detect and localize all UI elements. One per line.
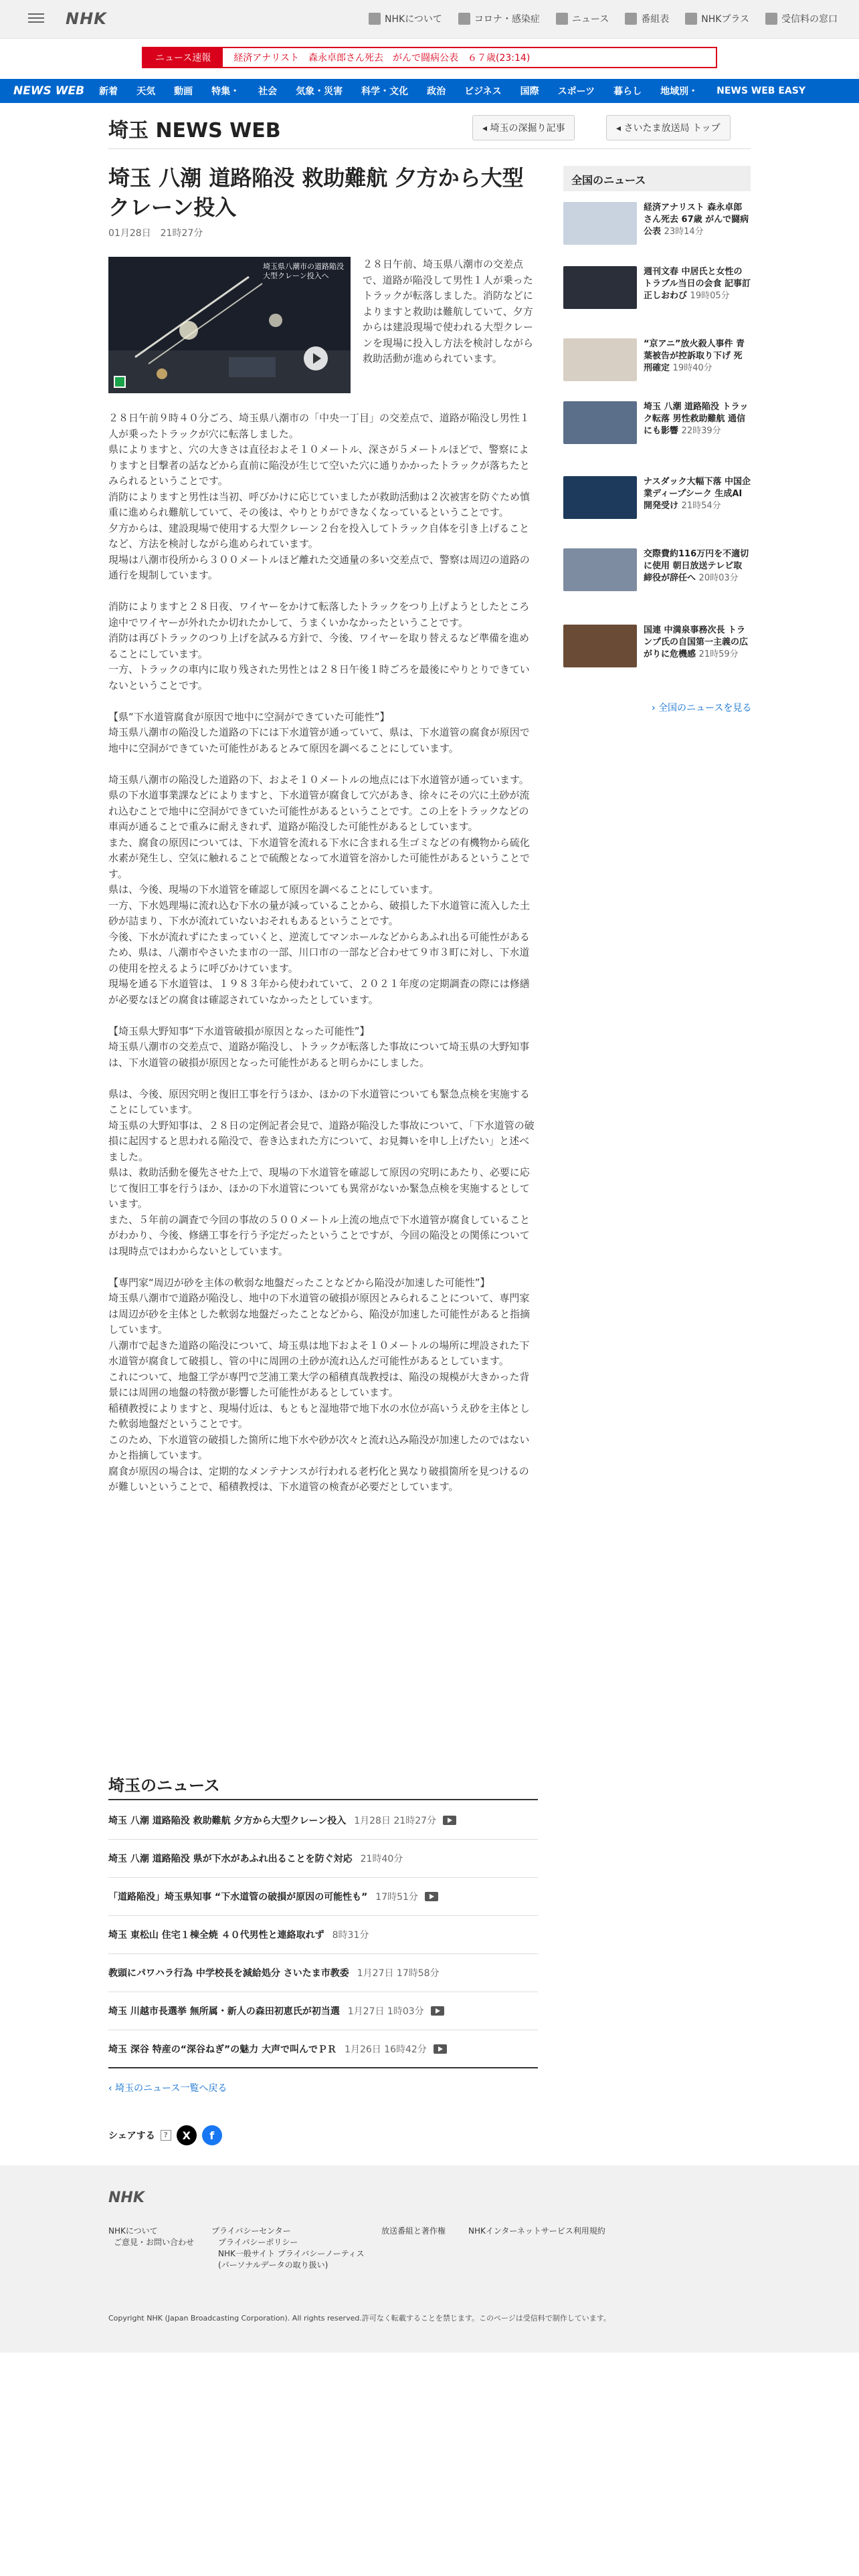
nhk-plus-icon [685, 13, 697, 25]
national-news-item[interactable] [563, 625, 751, 667]
more-label: 全国のニュースを見る [658, 703, 752, 714]
toplink-label: ニュース [571, 14, 609, 25]
local-news-time: 1月27日 17時58分 [357, 1968, 440, 1979]
footer [0, 2165, 859, 2353]
nav-item-business[interactable]: ビジネス [464, 86, 502, 97]
nav-item-region[interactable]: 地域別・ [660, 86, 698, 97]
article-paragraph: 埼玉県八潮市の陥没した道路の下、およそ１０メートルの地点には下水道管が通っています。 県の下水道事業課などによりますと、下水道管が腐食して穴があき、徐々にその穴に土砂が流れ込むことで地中に空洞ができていた可能性があるということです。この上をトラックなどの車両が通ることで重みに耐えきれず、道路が陥没した可能性があるとしています。 また、腐食の原因については、下水道管を流れる下水に含まれる生ゴミなどの有機物から硫化水素が発生し、空気に触れることで硫酸となって水道管を溶かした可能性があるということです。 県は、今後、現場の下水道管を確認して原因を調べることにしています。 一方、下水処理場に流れ込む下水の量が減っていることから、破損した下水道管に流入した土砂が詰まり、下水が流れていないおそれもあるということです。 今後、下水が流れずにたまっていくと、逆流してマンホールなどからあふれ出る可能性があるため、県は、八潮市やさいたま市の一部、川口市の一部など合わせて９市３町に対し、下水道の使用を控えるように呼びかけています。 現場を通る下水道管は、１９８３年から使われていて、２０２１年度の定期調査の際には修繕が必要なほどの腐食は確認されていなかったとしています。 [108, 773, 531, 1006]
news-time: 21時54分 [681, 500, 721, 511]
local-news-title-text: 埼玉 八潮 道路陥没 県が下水があふれ出ることを防ぐ対応 [108, 1854, 353, 1864]
local-news-item[interactable] [108, 1992, 538, 2030]
nav-item-sports[interactable]: スポーツ [557, 86, 595, 97]
local-news-item[interactable] [108, 1840, 538, 1878]
chevron-left-icon: ‹ [108, 2083, 112, 2094]
footer-col-1 [108, 2226, 194, 2248]
nav-item-science[interactable]: 科学・文化 [361, 86, 409, 97]
article-lead: ２８日午前、埼玉県八潮市の交差点で、道路が陥没して男性１人が乗ったトラックが転落しました。消防などによりますと救助は難航していて、夕方からは建設現場で使われる大型クレーンを現場に投入し方法を検討しながら救助活動が進められています。 [363, 258, 534, 364]
toplink-label: 番組表 [641, 14, 670, 25]
play-icon[interactable] [304, 346, 328, 370]
thumbnail-caption: 埼玉県八潮市の道路陥没 大型クレーン投入へ [263, 262, 344, 281]
menu-icon[interactable] [28, 11, 44, 27]
article-paragraph: 【埼玉県大野知事“下水道管破損が原因となった可能性”】 埼玉県八潮市の交差点で、道路が陥没し、トラックが転落した事故について埼玉県の大野知事は、下水道管の破損が原因となった可能性があると明らかにしました。 [108, 1025, 530, 1069]
divider [108, 148, 751, 149]
footer-col-4 [468, 2226, 605, 2237]
toplink-label: NHKについて [385, 14, 442, 25]
local-news-title-text: 埼玉 東松山 住宅１棟全焼 ４０代男性と連絡取れず [108, 1930, 324, 1941]
national-news-item[interactable] [563, 338, 751, 381]
news-title: ナスダック大幅下落 中国企業ディープシーク 生成AI開発受け [644, 477, 751, 511]
video-icon [443, 1816, 456, 1825]
nav-item-politics[interactable]: 政治 [427, 86, 446, 97]
footer-link[interactable]: ご意見・お問い合わせ [114, 2238, 195, 2247]
back-label: 埼玉のニュース一覧へ戻る [115, 2083, 227, 2094]
footer-link[interactable]: 放送番組と著作権 [381, 2226, 446, 2236]
local-news-time: 1月26日 16時42分 [345, 2044, 427, 2055]
national-news-item[interactable] [563, 202, 751, 245]
breaking-label: ニュース速報 [143, 48, 223, 67]
toplink-tv-guide[interactable] [625, 12, 669, 25]
news-time: 22時39分 [681, 425, 721, 436]
toplink-corona[interactable] [458, 12, 540, 25]
local-news-item[interactable] [108, 1878, 538, 1916]
news-time: 23時14分 [664, 226, 704, 237]
footer-col-3 [381, 2226, 446, 2237]
top-bar [0, 0, 859, 39]
local-news-item[interactable] [108, 1954, 538, 1992]
local-news-item[interactable] [108, 1802, 538, 1840]
video-icon [434, 2044, 447, 2054]
news-time: 19時05分 [690, 290, 730, 301]
video-icon [431, 2006, 444, 2016]
national-news-item[interactable] [563, 476, 751, 519]
article-date: 01月28日 21時27分 [108, 228, 203, 239]
local-news-title-text: 埼玉 川越市長選挙 無所属・新人の森田初恵氏が初当選 [108, 2006, 340, 2017]
national-news-item[interactable] [563, 266, 751, 309]
article-headline: 埼玉 八潮 道路陥没 救助難航 夕方から大型クレーン投入 [108, 165, 524, 221]
share-label: シェアする [108, 2131, 155, 2141]
nav-item-feature[interactable]: 特集・ [211, 86, 240, 97]
article-paragraph: 【専門家“周辺が砂を主体の軟弱な地盤だったことなどから陥没が加速した可能性”】 埼玉県八潮市で道路が陥没し、地中の下水道管の破損が原因とみられることについて、専門家は周辺が砂を主体とした軟弱な地盤だったことなどから、陥没が加速した可能性があると指摘しています。 八潮市で起きた道路の陥没について、埼玉県は地下およそ１０メートルの場所に埋設された下水道管が腐食して破損し、管の中に周囲の土砂が流れ込んだ可能性があるとしています。 これについて、地盤工学が専門で芝浦工業大学の稲積真哉教授は、陥没の規模が大きかった背景には周囲の地盤の特徴が影響した可能性があるとしています。 稲積教授によりますと、現場付近は、もともと湿地帯で地下水の水位が高いうえ砂を主体とした軟弱地盤だということです。 このため、下水道管の破損した箇所に地下水や砂が次々と流れ込み陥没が加速したのではないかと指摘しています。 腐食が原因の場合は、定期的なメンテナンスが行われる老朽化と異なり破損箇所を見つけるのが難しいということで、稲積教授は、下水道管の検査が必要だとしています。 [108, 1276, 531, 1493]
news-thumbnail [563, 202, 637, 245]
news-thumbnail [563, 401, 637, 444]
nhk-logo[interactable]: NHK [66, 9, 107, 28]
news-thumbnail [563, 266, 637, 309]
local-news-time: 17時51分 [375, 1892, 418, 1903]
footer-link[interactable]: プライバシーセンター [211, 2226, 291, 2236]
chevron-right-icon: › [652, 703, 656, 714]
nav-item-easy[interactable]: NEWS WEB EASY [717, 86, 805, 96]
news-time: 19時40分 [672, 362, 712, 373]
copyright: Copyright NHK (Japan Broadcasting Corporation). All rights reserved.許可なく転載することを禁じます。このページは受信料で制作しています。 [108, 2314, 611, 2323]
toplink-label: NHKプラス [701, 14, 749, 25]
local-news-time: 21時40分 [360, 1854, 403, 1864]
x-share-icon[interactable]: X [177, 2125, 197, 2145]
footer-nhk-logo[interactable]: NHK [108, 2189, 145, 2206]
article-paragraph: 県は、今後、原因究明と復旧工事を行うほか、ほかの下水道管についても緊急点検を実施することにしています。 埼玉県の大野知事は、２８日の定例記者会見で、道路が陥没した事故について、「下水道管の破損に起因すると思われる陥没で、巻き込まれた方について、お見舞いを申し上げたい」と述べました。 県は、救助活動を優先させた上で、現場の下水道管を確認して原因の究明にあたり、必要に応じて復旧工事を行うほか、ほかの下水道管についても異常がないか緊急点検を実施するとしています。 また、５年前の調査で今回の事故の５００メートル上流の地点で下水道管が腐食していることがわかり、今後、修繕工事を行う予定だったということですが、今回の陥没との関係については現時点ではわからないとしています。 [108, 1087, 535, 1257]
toplink-reception[interactable] [765, 12, 838, 25]
article-video-thumbnail[interactable] [108, 257, 351, 393]
facebook-share-icon[interactable]: f [202, 2125, 222, 2145]
nav-item-weather[interactable]: 天気 [136, 86, 156, 97]
news-title: “京アニ”放火殺人事件 青葉被告が控訴取り下げ 死刑確定 [644, 339, 745, 373]
divider [108, 1799, 538, 1800]
news-title: 埼玉 八潮 道路陥没 トラック転落 男性救助難航 通信にも影響 [644, 402, 749, 436]
toplink-about[interactable] [369, 12, 442, 25]
local-news-title-text: 埼玉 八潮 道路陥没 救助難航 夕方から大型クレーン投入 [108, 1816, 347, 1826]
news-thumbnail [563, 476, 637, 519]
nav-item-society[interactable]: 社会 [258, 86, 278, 97]
local-news-title: 埼玉のニュース [108, 1776, 220, 1795]
national-news-item[interactable] [563, 548, 751, 591]
article-paragraph: 【県“下水道管腐食が原因で地中に空洞ができていた可能性”】 埼玉県八潮市の陥没した道路の下には下水道管が通っていて、県は、下水道管の腐食が原因で地中に空洞ができていた可能性があるとみて原因を調べることにしています。 [108, 710, 530, 754]
news-time: 21時59分 [698, 649, 739, 659]
help-icon[interactable]: ? [161, 2130, 171, 2141]
tv-guide-icon [625, 13, 637, 25]
top-links [369, 12, 838, 25]
national-news-more-link[interactable] [652, 701, 751, 714]
footer-link[interactable]: NHK一般サイト プライバシーノーティス [218, 2249, 365, 2258]
video-icon [425, 1892, 438, 1901]
national-news-title: 全国のニュース [563, 166, 751, 191]
local-news-item[interactable] [108, 2030, 538, 2068]
share-bar [108, 2125, 222, 2145]
saitama-top-button[interactable]: ◂ さいたま放送局 トップ [606, 115, 731, 140]
nhk-icon [369, 13, 381, 25]
station-logo-icon [114, 376, 126, 388]
news-thumbnail [563, 625, 637, 667]
nav-item-disaster[interactable]: 気象・災害 [296, 86, 343, 97]
corona-icon [458, 13, 470, 25]
footer-link[interactable]: NHKについて [108, 2226, 158, 2236]
saitama-deep-button[interactable]: ◂ 埼玉の深掘り記事 [472, 115, 575, 140]
toplink-news[interactable] [556, 12, 609, 25]
footer-link[interactable]: NHKインターネットサービス利用規約 [468, 2226, 605, 2236]
local-news-title-text: 教頭にパワハラ行為 中学校長を減給処分 さいたま市教委 [108, 1968, 349, 1979]
news-icon [556, 13, 568, 25]
toplink-nhk-plus[interactable] [685, 12, 749, 25]
footer-link[interactable]: (パーソナルデータの取り扱い) [218, 2260, 328, 2270]
local-news-title-text: 埼玉 深谷 特産の“深谷ねぎ”の魅力 大声で叫んでＰＲ [108, 2044, 337, 2055]
news-title: 週刊文春 中居氏と女性のトラブル当日の会食 記事訂正しおわび [644, 267, 751, 301]
nav-item-video[interactable]: 動画 [174, 86, 193, 97]
news-title: 交際費約116万円を不適切に使用 朝日放送テレビ取締役が辞任へ [644, 549, 749, 583]
nav-item-international[interactable]: 国際 [520, 86, 539, 97]
article-paragraph: 消防によりますと２８日夜、ワイヤーをかけて転落したトラックをつり上げようとしたところ途中でワイヤーが外れたか切れたかして、うまくいかなかったということです。 消防は再びトラックのつり上げを試みる方針で、今後、ワイヤーを取り替えるなど準備を進めることにしています。 一方、トラックの車内に取り残された男性とは２８日午後１時ごろを最後にやりとりできていないということです。 [108, 601, 530, 691]
toplink-label: 受信料の窓口 [781, 14, 838, 25]
local-news-time: 1月28日 21時27分 [354, 1816, 437, 1826]
nav-item-life[interactable]: 暮らし [613, 86, 642, 97]
article-body [108, 411, 538, 1511]
breaking-text[interactable]: 経済アナリスト 森永卓郎さん死去 がんで闘病公表 ６７歳(23:14) [233, 53, 531, 64]
footer-link[interactable]: プライバシーポリシー [218, 2238, 298, 2247]
news-web-brand[interactable]: NEWS WEB [13, 84, 85, 98]
nav-item-new[interactable]: 新着 [99, 86, 118, 97]
local-news-title-text: 「道路陥没」埼玉県知事 “下水道管の破損が原因の可能性も” [108, 1892, 368, 1903]
news-title: 経済アナリスト 森永卓郎さん死去 67歳 がんで闘病公表 [644, 203, 749, 237]
main-nav [0, 79, 859, 103]
local-news-item[interactable] [108, 1916, 538, 1954]
news-time: 20時03分 [698, 572, 739, 583]
local-news-time: 8時31分 [332, 1930, 369, 1941]
article-paragraph: ２８日午前９時４０分ごろ、埼玉県八潮市の「中央一丁目」の交差点で、道路が陥没し男性１人が乗ったトラックが穴に転落しました。 県によりますと、穴の大きさは直径およそ１０メートル、深さが５メートルほどで、警察によりますと目撃者の話などから直前に陥没が生じて空いた穴に通りかかったトラックが落ちたとみられるということです。 消防によりますと男性は当初、呼びかけに応じていましたが救助活動は２次被害を防ぐため慎重に進められ難航していて、その後は、やりとりができなくなっているということです。 夕方からは、建設現場で使用する大型クレーン２台を投入してトラック自体を引き上げることなど、方法を検討しながら進められています。 現場は八潮市役所から３００メートルほど離れた交通量の多い交差点で、警察は周辺の道路の通行を規制しています。 [108, 412, 531, 581]
reception-icon [765, 13, 777, 25]
news-thumbnail [563, 548, 637, 591]
news-thumbnail [563, 338, 637, 381]
breaking-news-bar[interactable] [142, 47, 717, 68]
back-to-local-news-link[interactable] [108, 2081, 227, 2095]
news-title: 国連 中満泉事務次長 トランプ氏の自国第一主義の広がりに危機感 [644, 625, 749, 659]
local-news-time: 1月27日 1時03分 [347, 2006, 424, 2017]
page-title: 埼玉 NEWS WEB [108, 119, 281, 142]
footer-col-2 [211, 2226, 365, 2271]
toplink-label: コロナ・感染症 [474, 14, 540, 25]
national-news-item[interactable] [563, 401, 751, 444]
